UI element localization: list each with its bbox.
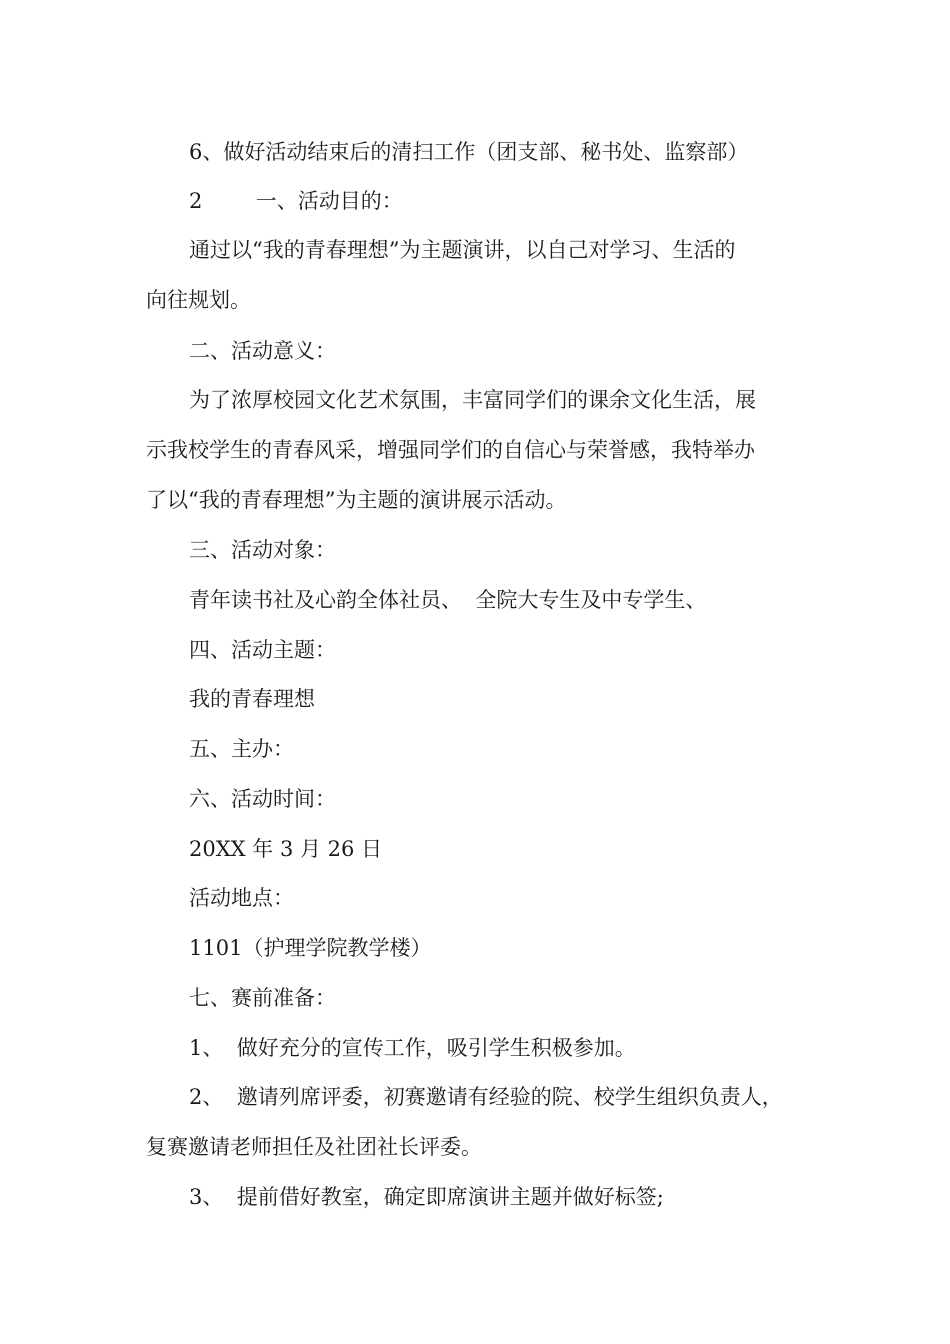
cleanup-task-line: 6、做好活动结束后的清扫工作（团支部、秘书处、监察部）	[189, 140, 749, 164]
section-theme-heading: 四、活动主题：	[189, 638, 336, 662]
section-purpose-heading: 2 一、活动目的：	[189, 189, 403, 213]
section-audience-heading: 三、活动对象：	[189, 538, 336, 562]
significance-paragraph-line-2: 示我校学生的青春风采，增强同学们的自信心与荣誉感，我特举办	[146, 438, 755, 462]
preparation-item-2-line-1: 2、 邀请列席评委，初赛邀请有经验的院、校学生组织负责人，	[189, 1085, 783, 1109]
preparation-item-2-line-2: 复赛邀请老师担任及社团社长评委。	[146, 1135, 482, 1159]
event-date: 20XX 年 3 月 26 日	[189, 837, 383, 861]
section-host-heading: 五、主办：	[189, 737, 294, 761]
purpose-paragraph-line-2: 向往规划。	[146, 288, 251, 312]
location-text: 1101（护理学院教学楼）	[189, 936, 432, 960]
preparation-item-3: 3、 提前借好教室，确定即席演讲主题并做好标签;	[189, 1185, 664, 1209]
location-label: 活动地点：	[189, 886, 294, 910]
significance-paragraph-line-3: 了以“我的青春理想”为主题的演讲展示活动。	[146, 488, 567, 512]
section-preparation-heading: 七、赛前准备：	[189, 986, 336, 1010]
preparation-item-1: 1、 做好充分的宣传工作，吸引学生积极参加。	[189, 1036, 636, 1060]
significance-paragraph-line-1: 为了浓厚校园文化艺术氛围，丰富同学们的课余文化生活，展	[189, 388, 756, 412]
audience-text: 青年读书社及心韵全体社员、 全院大专生及中专学生、	[189, 588, 707, 612]
purpose-paragraph-line-1: 通过以“我的青春理想”为主题演讲，以自己对学习、生活的	[189, 238, 736, 262]
section-time-heading: 六、活动时间：	[189, 787, 336, 811]
section-significance-heading: 二、活动意义：	[189, 339, 336, 363]
theme-text: 我的青春理想	[189, 687, 315, 711]
